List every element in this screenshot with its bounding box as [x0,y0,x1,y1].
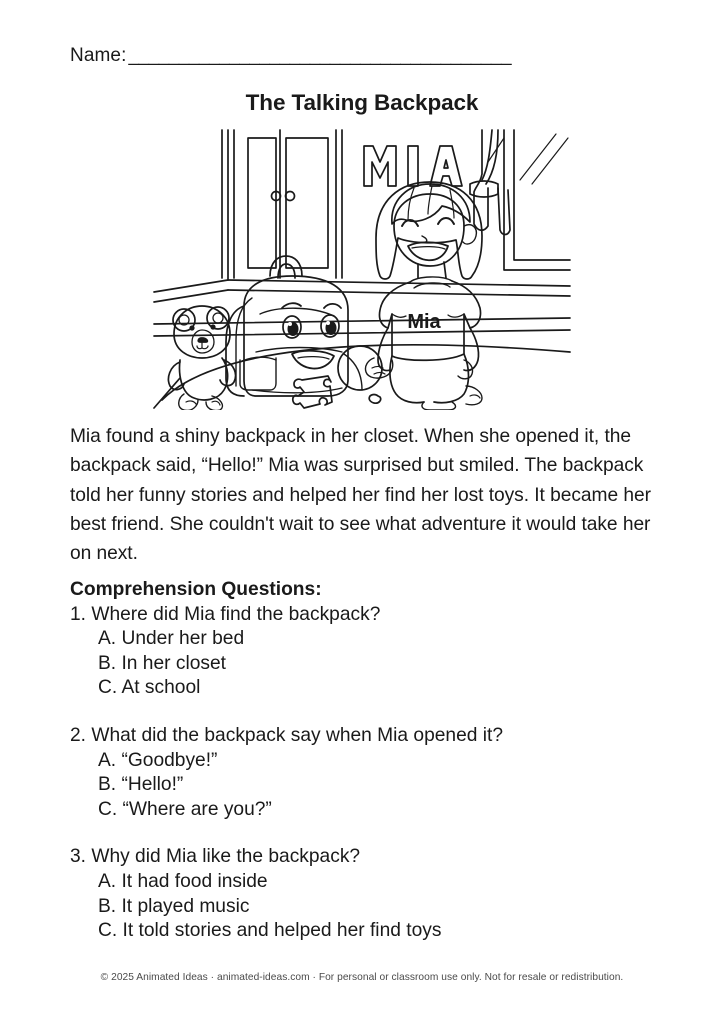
story-paragraph: Mia found a shiny backpack in her closet. When she opened it, the backpack said, “Hello!” Mia was surprised but smiled. The backpack told her funny stories and helped her find her lost toys. It became her best friend. She couldn't wait to see what adventure it would take her on next. [70,426,651,565]
question-3-option-b[interactable]: B. It played music [98,895,250,917]
room-background [154,130,570,408]
ball [338,346,382,390]
wall-letters-mia [364,146,462,186]
comprehension-section [70,578,656,944]
question-2-text: 2. What did the backpack say when Mia opened it? [70,724,504,746]
questions-heading: Comprehension Questions: [70,579,322,600]
backpack-character [226,256,348,396]
footer-copyright: © 2025 Animated Ideas · animated-ideas.com · For personal or classroom use only. Not for resale or redistribution. [100,972,624,983]
name-blank-line[interactable]: ______________________________________ [128,45,512,66]
question-1-option-a[interactable]: A. Under her bed [98,628,245,650]
name-label: Name: [70,45,127,66]
question-3-option-c[interactable]: C. It told stories and helped her find toys [98,920,442,942]
question-2-option-b[interactable]: B. “Hello!” [98,774,184,796]
curtain-and-window [470,130,570,270]
question-2-option-c[interactable]: C. “Where are you?” [98,798,272,820]
question-1 [70,603,656,701]
story-illustration [152,128,572,410]
question-3-option-a[interactable]: A. It had food inside [98,870,268,892]
question-3-text: 3. Why did Mia like the backpack? [70,846,361,868]
shirt-label: Mia [407,311,441,333]
question-1-text: 1. Where did Mia find the backpack? [70,603,381,625]
question-1-option-b[interactable]: B. In her closet [98,652,226,674]
name-field-row [70,45,511,67]
question-2 [70,724,656,822]
question-2-option-a[interactable]: A. “Goodbye!” [98,749,218,771]
page-title: The Talking Backpack [245,90,479,115]
girl-character [365,182,482,410]
question-3 [70,845,656,943]
question-1-option-c[interactable]: C. At school [98,677,201,699]
